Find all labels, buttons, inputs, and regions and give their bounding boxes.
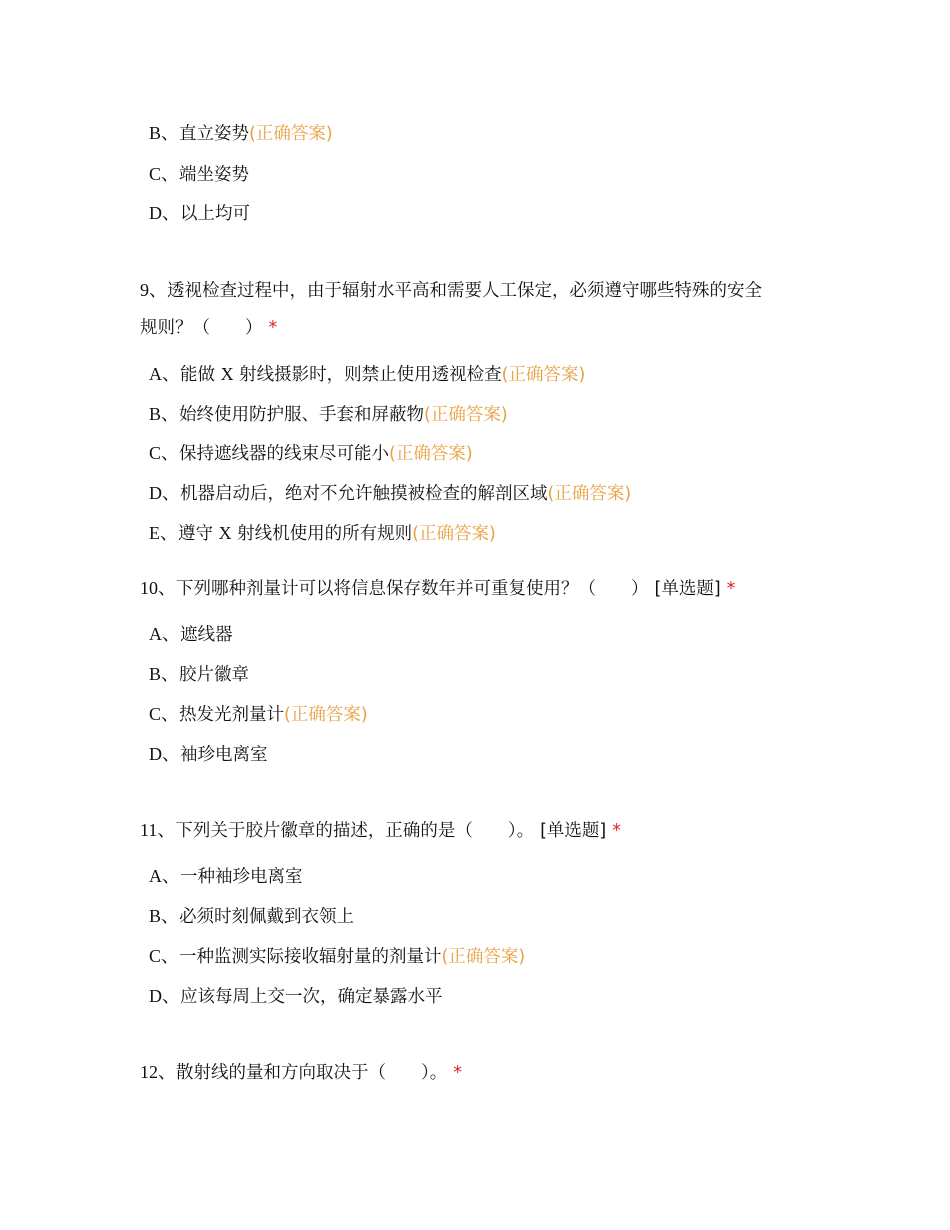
q12-question	[140, 1060, 462, 1085]
answer-blank: （ ）。	[368, 1063, 448, 1083]
q10-option-b[interactable]	[149, 662, 249, 687]
option-letter: D、	[149, 483, 180, 503]
required-asterisk: *	[453, 1063, 462, 1083]
answer-blank: （ ）。	[455, 821, 535, 841]
correct-answer-label: (正确答案)	[424, 405, 508, 425]
correct-answer-label: (正确答案)	[412, 524, 496, 544]
q9-option-c[interactable]	[149, 441, 473, 466]
question-type-tag: [单选题]	[654, 579, 721, 599]
option-text: X	[218, 523, 232, 543]
q10-option-a[interactable]	[149, 622, 233, 647]
option-text: 射线摄影时，则禁止使用透视检查	[233, 365, 502, 385]
q8-option-b[interactable]	[149, 121, 333, 146]
answer-blank: （ ）	[192, 318, 263, 338]
correct-answer-label: (正确答案)	[389, 444, 473, 464]
required-asterisk: *	[612, 821, 621, 841]
option-letter: D、	[149, 986, 180, 1006]
question-text: 下列关于胶片徽章的描述，正确的是	[175, 821, 456, 841]
question-number: 12、	[140, 1062, 176, 1082]
option-text: 一种袖珍电离室	[180, 867, 303, 887]
option-text: 热发光剂量计	[179, 705, 285, 725]
option-text: 端坐姿势	[179, 165, 250, 185]
q9-option-d[interactable]	[149, 481, 631, 506]
q11-option-b[interactable]	[149, 904, 354, 929]
q9-option-b[interactable]	[149, 402, 508, 427]
q11-option-d[interactable]	[149, 984, 443, 1009]
q11-option-c[interactable]	[149, 944, 525, 969]
question-type-tag: [单选题]	[540, 821, 607, 841]
question-number: 9、	[140, 280, 167, 300]
correct-answer-label: (正确答案)	[441, 947, 526, 967]
option-text: X	[220, 364, 234, 384]
option-letter: B、	[149, 404, 180, 424]
option-letter: A、	[149, 624, 180, 644]
q11-question	[140, 818, 621, 843]
required-asterisk: *	[268, 318, 278, 338]
option-letter: C、	[149, 443, 180, 463]
option-text: 必须时刻佩戴到衣领上	[179, 907, 355, 927]
option-text: 以上均可	[180, 204, 250, 224]
q10-option-d[interactable]	[149, 742, 268, 767]
question-number: 10、	[140, 578, 176, 598]
q11-option-a[interactable]	[149, 864, 303, 889]
option-letter: A、	[149, 866, 180, 886]
option-text: 遵守	[178, 524, 219, 544]
question-text: 散射线的量和方向取决于	[176, 1063, 369, 1083]
question-text: 下列哪种剂量计可以将信息保存数年并可重复使用？	[176, 579, 579, 599]
option-text: 能做	[180, 365, 221, 385]
question-number: 11、	[140, 820, 176, 840]
required-asterisk: *	[726, 579, 736, 599]
q8-option-d[interactable]	[149, 201, 250, 226]
q9-question-line2	[140, 316, 277, 340]
correct-answer-label: (正确答案)	[501, 365, 586, 385]
option-text: 保持遮线器的线束尽可能小	[179, 444, 390, 464]
option-letter: E、	[149, 523, 178, 543]
option-letter: A、	[149, 364, 180, 384]
q10-question	[140, 576, 735, 601]
option-text: 直立姿势	[179, 124, 250, 144]
correct-answer-label: (正确答案)	[249, 124, 333, 144]
correct-answer-label: (正确答案)	[547, 484, 632, 504]
q8-option-c[interactable]	[149, 162, 249, 187]
option-letter: B、	[149, 906, 180, 926]
option-text: 胶片徽章	[179, 665, 250, 685]
option-text: 应该每周上交一次，确定暴露水平	[180, 987, 443, 1007]
option-text: 始终使用防护服、手套和屏蔽物	[179, 405, 425, 425]
answer-blank: （ ）	[578, 579, 649, 599]
q9-option-a[interactable]	[149, 362, 585, 387]
option-letter: C、	[149, 946, 180, 966]
option-letter: B、	[149, 664, 180, 684]
q9-question-line1	[140, 278, 762, 303]
option-letter: D、	[149, 203, 180, 223]
option-letter: D、	[149, 744, 180, 764]
option-text: 射线机使用的所有规则	[231, 524, 413, 544]
question-text: 规则？	[140, 318, 193, 338]
option-text: 一种监测实际接收辐射量的剂量计	[179, 947, 442, 967]
q9-option-e[interactable]	[149, 521, 496, 546]
option-letter: C、	[149, 704, 180, 724]
question-text: 透视检查过程中，由于辐射水平高和需要人工保定，必须遵守哪些特殊的安全	[167, 281, 762, 301]
correct-answer-label: (正确答案)	[284, 705, 368, 725]
option-letter: C、	[149, 164, 180, 184]
option-text: 遮线器	[180, 625, 233, 645]
q10-option-c[interactable]	[149, 702, 368, 727]
option-letter: B、	[149, 123, 180, 143]
option-text: 袖珍电离室	[180, 745, 268, 765]
option-text: 机器启动后，绝对不允许触摸被检查的解剖区域	[180, 484, 548, 504]
